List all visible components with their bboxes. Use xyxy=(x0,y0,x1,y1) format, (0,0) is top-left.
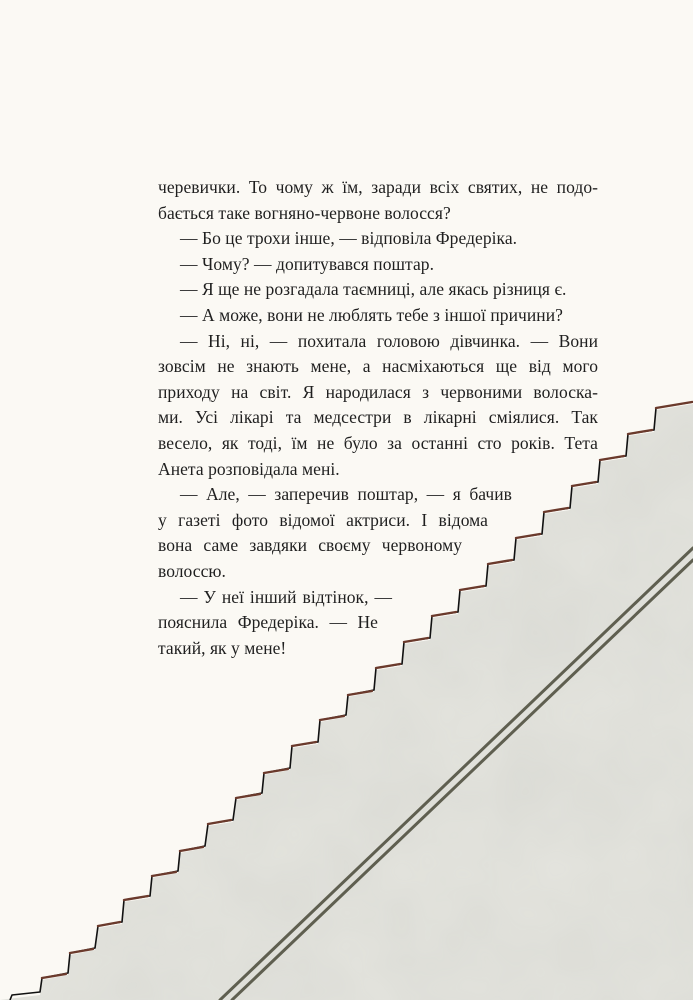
text-line: пояснила Фредеріка. — Не xyxy=(158,612,378,633)
text-line: приходу на світ. Я народилася з червоними волоска- xyxy=(158,381,598,402)
text-line: — Бо це трохи інше, — відповіла Фредеріка. xyxy=(180,228,518,249)
text-line: Анета розповідала мені. xyxy=(158,458,340,479)
text-line: зовсім не знають мене, а насміхаються ще від мого xyxy=(158,356,598,377)
text-line: у газеті фото відомої актриси. І відома xyxy=(158,509,488,530)
text-line: — Але, — заперечив поштар, — я бачив xyxy=(180,484,512,505)
text-line: — Чому? — допитувався поштар. xyxy=(180,253,435,274)
text-line: такий, як у мене! xyxy=(158,637,287,658)
text-line: весело, як тоді, їм не було за останні сто років. Тета xyxy=(158,433,598,453)
text-line: волоссю. xyxy=(158,561,226,581)
text-line: — А може, вони не люблять тебе з іншої причини? xyxy=(180,305,563,325)
text-line: вона саме завдяки своєму червоному xyxy=(158,535,462,556)
text-line: черевички. То чому ж їм, заради всіх святих, не подо- xyxy=(158,177,598,197)
text-line: — У неї інший відтінок, — xyxy=(180,586,392,607)
text-line: — Ні, ні, — похитала головою дівчинка. — Вони xyxy=(180,330,598,351)
text-line: ми. Усі лікарі та медсестри в лікарні сміялися. Так xyxy=(158,407,598,428)
text-line: — Я ще не розгадала таємниці, але якась різниця є. xyxy=(180,279,567,300)
text-line: бається таке вогняно-червоне волосся? xyxy=(158,202,451,223)
